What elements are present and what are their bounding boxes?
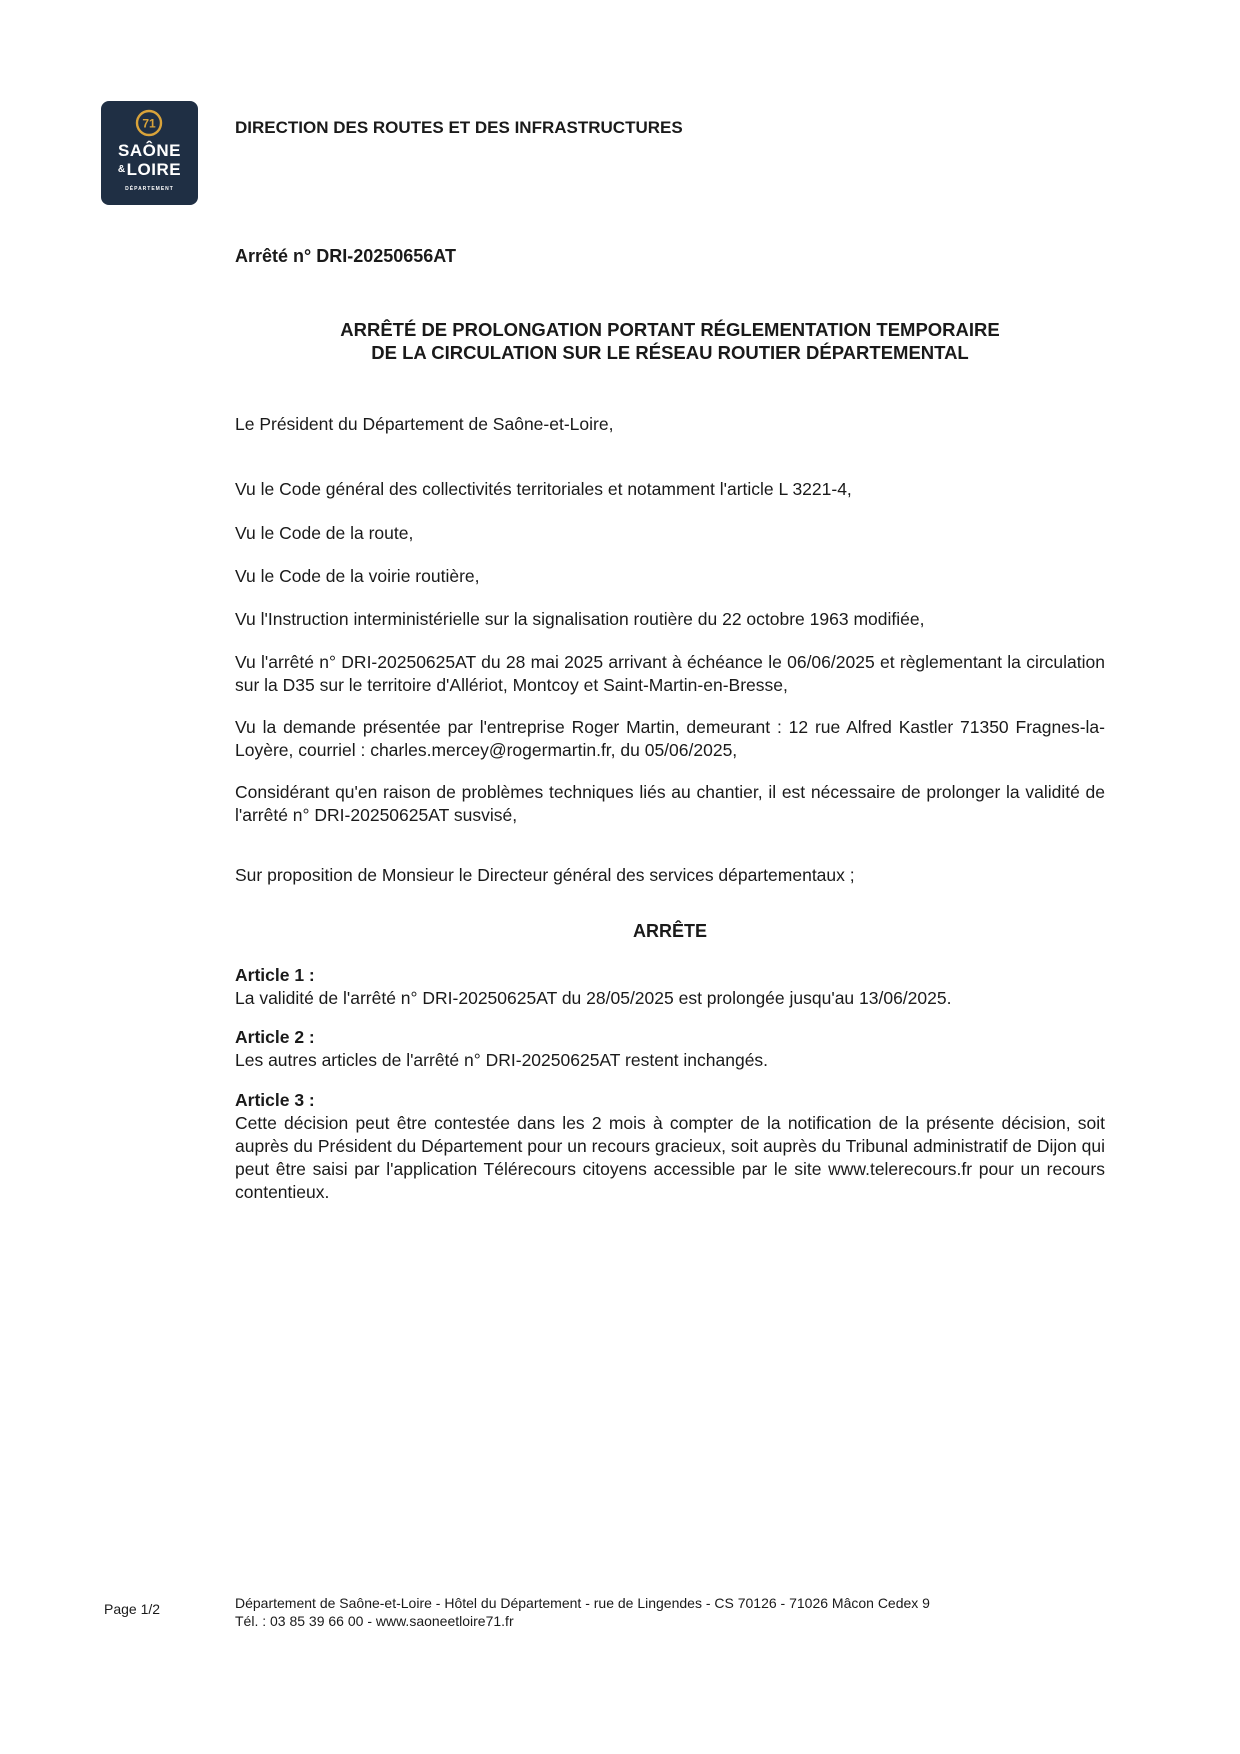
logo-ampersand: &: [117, 164, 126, 175]
visa-2: [235, 522, 1105, 545]
logo-line-saone: SAÔNE: [118, 141, 181, 160]
page-number: Page 1/2: [104, 1601, 161, 1617]
considerant: [235, 781, 1105, 827]
direction-heading: DIRECTION DES ROUTES ET DES INFRASTRUCTURES: [235, 118, 683, 137]
visa-text: Vu l'Instruction interministérielle sur la signalisation routière du 22 octobre 1963 modifiée,: [235, 609, 925, 629]
document-title: [235, 318, 1105, 364]
visa-text: Vu le Code de la route,: [235, 523, 414, 543]
proposition-text: Sur proposition de Monsieur le Directeur général des services départementaux ;: [235, 865, 855, 885]
article-label: Article 2 :: [235, 1027, 315, 1047]
title-line-2: DE LA CIRCULATION SUR LE RÉSEAU ROUTIER DÉPARTEMENTAL: [371, 342, 969, 363]
footer-address: Département de Saône-et-Loire - Hôtel du Département - rue de Lingendes - CS 70126 - 71026 Mâcon Cedex 9: [235, 1595, 930, 1611]
visa-6: [235, 716, 1105, 762]
considerant-text: Considérant qu'en raison de problèmes techniques liés au chantier, il est nécessaire de prolonger la validité de l'arrêté n° DRI-20250625AT susvisé,: [235, 782, 1105, 825]
president-text: Le Président du Département de Saône-et-Loire,: [235, 414, 614, 434]
article-2: [235, 1026, 1105, 1072]
visa-text: Vu l'arrêté n° DRI-20250625AT du 28 mai 2025 arrivant à échéance le 06/06/2025 et règlementant la circulation sur la D35 sur le territoire d'Allériot, Montcoy et Saint-Martin-en-Bresse,: [235, 652, 1105, 695]
visa-1: [235, 478, 1105, 501]
department-emblem-icon: [135, 109, 163, 137]
emblem-number: 71: [142, 116, 156, 131]
arrete-number: Arrêté n° DRI-20250656AT: [235, 246, 456, 266]
logo-line-loire: [101, 160, 198, 180]
visa-4: [235, 608, 1105, 631]
president-line: [235, 413, 1105, 436]
title-line-1: ARRÊTÉ DE PROLONGATION PORTANT RÉGLEMENTATION TEMPORAIRE: [340, 319, 1000, 340]
footer-contact: Tél. : 03 85 39 66 00 - www.saoneetloire71.fr: [235, 1613, 514, 1629]
footer-address-block: [235, 1594, 930, 1630]
article-text: La validité de l'arrêté n° DRI-20250625AT du 28/05/2025 est prolongée jusqu'au 13/06/2025.: [235, 988, 952, 1008]
department-logo: [101, 101, 198, 205]
article-label: Article 3 :: [235, 1090, 315, 1110]
arrete-heading: ARRÊTE: [632, 921, 707, 941]
article-3: [235, 1089, 1105, 1204]
logo-loire-text: LOIRE: [126, 160, 182, 179]
article-1: [235, 964, 1105, 1010]
visa-text: Vu le Code général des collectivités territoriales et notamment l'article L 3221-4,: [235, 479, 852, 499]
visa-5: [235, 651, 1105, 697]
proposition: [235, 864, 1105, 887]
visa-3: [235, 565, 1105, 588]
visa-text: Vu le Code de la voirie routière,: [235, 566, 480, 586]
article-label: Article 1 :: [235, 965, 315, 985]
article-text: Cette décision peut être contestée dans les 2 mois à compter de la notification de la présente décision, soit auprès du Président du Département pour un recours gracieux, soit auprès du Tribunal administratif de Dijon qui peut être saisi par l'application Télérecours citoyens accessible par le site www.telerecours.fr pour un recours contentieux.: [235, 1113, 1105, 1202]
article-text: Les autres articles de l'arrêté n° DRI-20250625AT restent inchangés.: [235, 1050, 769, 1070]
logo-line-departement: DÉPARTEMENT: [125, 186, 174, 192]
visa-text: Vu la demande présentée par l'entreprise Roger Martin, demeurant : 12 rue Alfred Kastler 71350 Fragnes-la-Loyère, courriel : charles.mercey@rogermartin.fr, du 05/06/2025,: [235, 717, 1105, 760]
